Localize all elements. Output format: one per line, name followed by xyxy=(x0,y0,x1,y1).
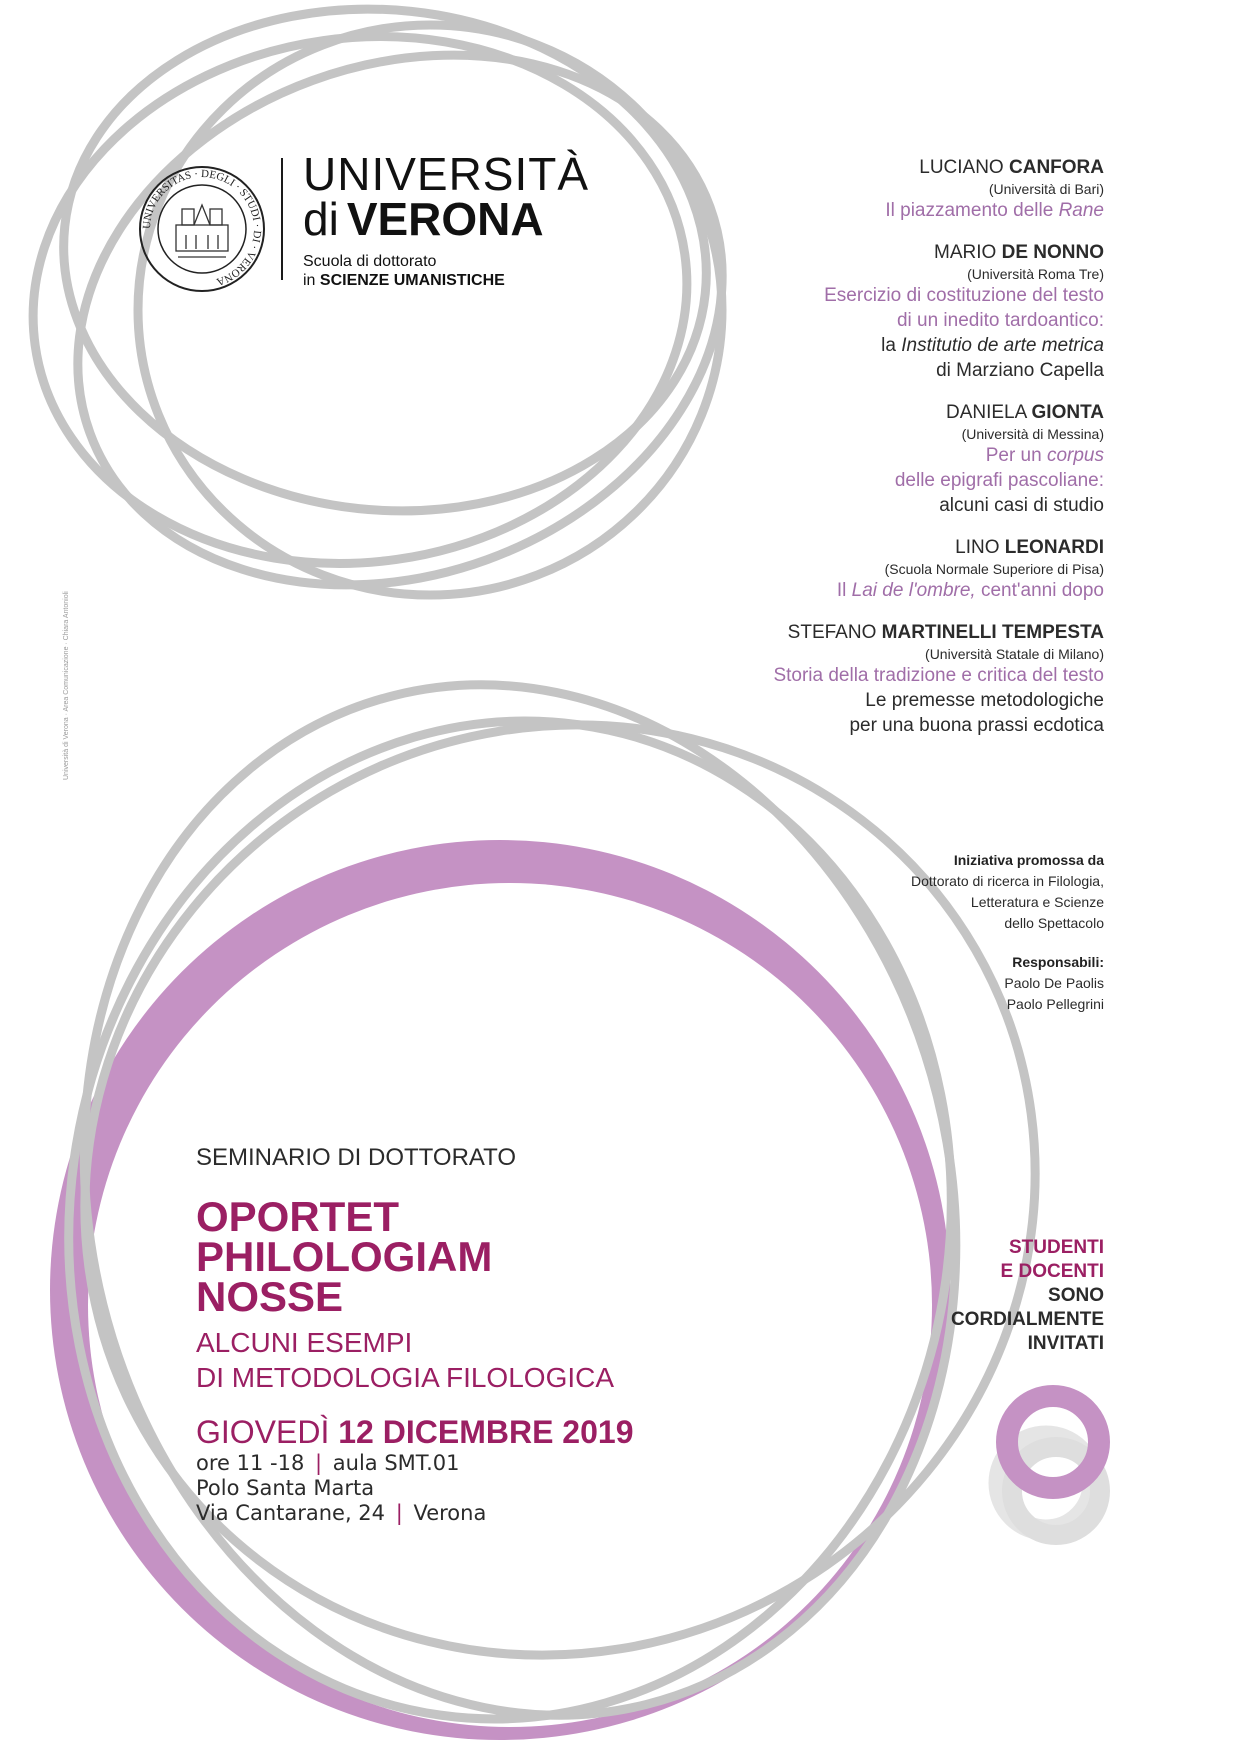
logo-di: di xyxy=(303,193,339,245)
promo-line: Letteratura e Scienze xyxy=(970,894,1104,910)
invitation-note xyxy=(804,1236,1104,1356)
speaker-de-nonno xyxy=(484,241,1104,383)
invite-line: INVITATI xyxy=(1027,1333,1104,1354)
talk-title-line: di Marziano Capella xyxy=(936,360,1104,381)
event-subtitle-line: DI METODOLOGIA FILOLOGICA xyxy=(196,1362,615,1393)
logo-school-line2: in SCIENZE UMANISTICHE xyxy=(303,272,505,289)
speaker-affiliation: (Università di Messina) xyxy=(961,426,1104,442)
speaker-affiliation: (Università Statale di Milano) xyxy=(925,646,1104,662)
event-title-line: PHILOLOGIAM xyxy=(196,1233,493,1280)
event-time-room: ore 11 -18 | aula SMT.01 xyxy=(196,1451,460,1475)
logo-divider xyxy=(281,158,283,280)
speaker-name: LINO LEONARDI xyxy=(955,537,1104,558)
seal-castle-drawing xyxy=(176,205,228,257)
talk-title-line: delle epigrafi pascoliane: xyxy=(894,470,1104,491)
talk-title-line: Esercizio di costituzione del testo xyxy=(824,285,1104,306)
event-title-line: NOSSE xyxy=(196,1273,344,1320)
speaker-name: STEFANO MARTINELLI TEMPESTA xyxy=(787,622,1104,643)
logo-school-name: SCIENZE UMANISTICHE xyxy=(319,272,505,289)
event-weekday: GIOVEDÌ xyxy=(196,1414,330,1450)
design-credit: Università di Verona · Area Comunicazione · Chiara Antonioli xyxy=(63,591,70,780)
invite-line: CORDIALMENTE xyxy=(950,1309,1104,1330)
speaker-martinelli-tempesta xyxy=(484,621,1104,738)
event-day: 12 DICEMBRE 2019 xyxy=(338,1414,634,1450)
event-title-line: OPORTET xyxy=(196,1193,400,1240)
talk-title-line: Il Lai de l'ombre, cent'anni dopo xyxy=(836,580,1104,601)
talk-title-line: Il piazzamento delle Rane xyxy=(885,200,1104,221)
talk-title-line: Per un corpus xyxy=(985,445,1104,466)
responsible-heading: Responsabili: xyxy=(1012,954,1104,970)
responsible-name: Paolo De Paolis xyxy=(1004,975,1104,991)
talk-title-line: di un inedito tardoantico: xyxy=(896,310,1104,331)
event-title xyxy=(196,1193,633,1320)
promo-line: Dottorato di ricerca in Filologia, xyxy=(911,873,1104,889)
responsible-name: Paolo Pellegrini xyxy=(1006,996,1104,1012)
logo-universita: UNIVERSITÀ xyxy=(303,148,590,200)
speaker-canfora xyxy=(484,156,1104,223)
speaker-gionta xyxy=(484,401,1104,518)
talk-title-line: Le premesse metodologiche xyxy=(865,690,1104,711)
speaker-affiliation: (Scuola Normale Superiore di Pisa) xyxy=(884,561,1104,577)
speaker-name: LUCIANO CANFORA xyxy=(919,157,1104,178)
italic-term: corpus xyxy=(1046,445,1104,466)
speaker-leonardi xyxy=(484,536,1104,603)
seal-text: UNIVERSITAS · DEGLI · STUDI · DI · VERONA xyxy=(140,167,264,288)
talk-title-line: Storia della tradizione e critica del testo xyxy=(773,665,1104,686)
invite-line: STUDENTI xyxy=(1009,1237,1104,1258)
talk-title-line: alcuni casi di studio xyxy=(939,495,1104,516)
italic-term: Institutio de arte metrica xyxy=(901,335,1104,356)
event-place: Polo Santa Marta xyxy=(196,1476,375,1500)
speaker-name: MARIO DE NONNO xyxy=(934,242,1104,263)
speakers-list xyxy=(484,156,1104,756)
talk-title-line: per una buona prassi ecdotica xyxy=(849,715,1104,736)
organizers-block xyxy=(704,850,1104,1015)
event-address: Via Cantarane, 24 | Verona xyxy=(196,1501,487,1525)
invite-line: E DOCENTI xyxy=(1000,1261,1104,1282)
logo-school-line1: Scuola di dottorato xyxy=(303,253,437,270)
talk-title-line: la Institutio de arte metrica xyxy=(881,335,1104,356)
small-ring-mark xyxy=(999,1396,1100,1535)
university-seal-icon xyxy=(138,165,266,293)
promo-heading: Iniziativa promossa da xyxy=(953,852,1104,868)
speaker-affiliation: (Università Roma Tre) xyxy=(967,266,1104,282)
invite-line: SONO xyxy=(1048,1285,1104,1306)
seal-inner-ring xyxy=(158,185,246,273)
event-block xyxy=(196,1143,633,1526)
logo-verona: VERONA xyxy=(346,193,544,245)
event-date xyxy=(196,1413,633,1451)
event-kicker: SEMINARIO DI DOTTORATO xyxy=(196,1144,517,1171)
italic-term: Rane xyxy=(1058,200,1104,221)
promo-line: dello Spettacolo xyxy=(1004,915,1104,931)
event-subtitle xyxy=(196,1325,633,1395)
event-subtitle-line: ALCUNI ESEMPI xyxy=(196,1327,413,1358)
speaker-name: DANIELA GIONTA xyxy=(945,402,1104,423)
speaker-affiliation: (Università di Bari) xyxy=(988,181,1104,197)
italic-term: Lai de l'ombre, xyxy=(851,580,976,601)
